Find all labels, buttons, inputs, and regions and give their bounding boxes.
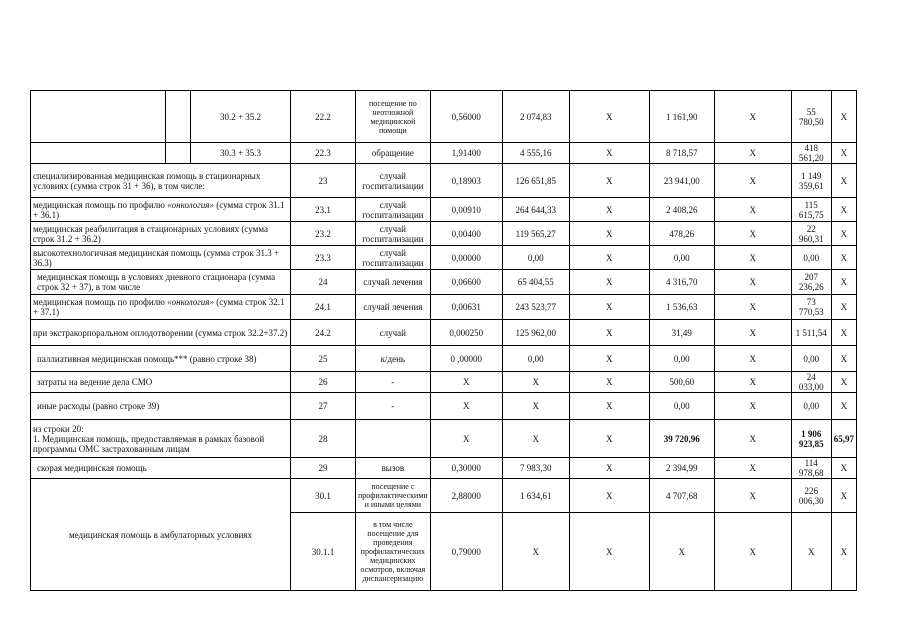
row-number-cell: 22.2: [291, 91, 356, 143]
value-cell: 1 161,90: [649, 91, 714, 143]
value-cell: 0,79000: [430, 513, 502, 591]
x-cell: X: [569, 346, 649, 372]
x-cell: X: [831, 346, 856, 372]
value-cell: 0 ,00000: [430, 346, 502, 372]
x-cell: X: [569, 393, 649, 420]
value-cell: X: [430, 393, 502, 420]
x-cell: X: [714, 458, 791, 479]
x-cell: X: [569, 164, 649, 198]
value-cell: 65 404,55: [502, 270, 569, 295]
x-cell: X: [714, 513, 791, 591]
value-cell: 39 720,96: [649, 420, 714, 458]
unit-cell: случай: [356, 320, 431, 346]
row-number-cell: 29: [291, 458, 356, 479]
x-cell: X: [831, 198, 856, 222]
value-cell: 23 941,00: [649, 164, 714, 198]
unit-cell: -: [356, 393, 431, 420]
unit-cell: случай лечения: [356, 270, 431, 295]
value-cell: 4 707,68: [649, 479, 714, 513]
value-cell: 73 770,53: [791, 295, 831, 320]
value-cell: 0,06600: [430, 270, 502, 295]
table-row: [31, 143, 857, 164]
value-cell: 500,60: [649, 372, 714, 393]
value-cell: 243 523,77: [502, 295, 569, 320]
x-cell: X: [831, 372, 856, 393]
label-italic: «онкология»: [167, 199, 214, 210]
label-text: (сумма строк 32.1 + 37.1): [33, 297, 285, 317]
x-cell: X: [569, 91, 649, 143]
x-cell: X: [714, 295, 791, 320]
x-cell: X: [714, 143, 791, 164]
value-cell: 1 536,63: [649, 295, 714, 320]
value-cell: 4 316,70: [649, 270, 714, 295]
value-cell: 0,00: [649, 346, 714, 372]
x-cell: X: [714, 164, 791, 198]
value-cell: 8 718,57: [649, 143, 714, 164]
row-label: иные расходы (равно строке 39): [31, 393, 291, 420]
value-cell: 1 511,54: [791, 320, 831, 346]
x-cell: X: [714, 420, 791, 458]
x-cell: X: [831, 320, 856, 346]
value-cell: 1 634,61: [502, 479, 569, 513]
table-row: [31, 270, 857, 295]
x-cell: X: [569, 246, 649, 270]
x-cell: X: [831, 393, 856, 420]
empty-cell: [166, 91, 191, 143]
value-cell: 226 006,30: [791, 479, 831, 513]
value-cell: X: [502, 420, 569, 458]
value-cell: 2 408,26: [649, 198, 714, 222]
x-cell: X: [714, 372, 791, 393]
value-cell: 0,18903: [430, 164, 502, 198]
x-cell: X: [791, 513, 831, 591]
value-cell: 264 644,33: [502, 198, 569, 222]
x-cell: X: [502, 513, 569, 591]
unit-cell: посещение с профилактическими и иными целями: [356, 479, 431, 513]
table-row: [31, 372, 857, 393]
x-cell: X: [714, 246, 791, 270]
unit-cell: в том числе посещение для проведения профилактических медицинских осмотров, включая диспансеризацию: [356, 513, 431, 591]
value-cell: 0,00: [502, 346, 569, 372]
x-cell: X: [714, 270, 791, 295]
unit-cell: случай лечения: [356, 295, 431, 320]
row-number-cell: 28: [291, 420, 356, 458]
label-italic: «онкология»: [167, 297, 214, 307]
table-row: [31, 458, 857, 479]
value-cell: 2,88000: [430, 479, 502, 513]
x-cell: X: [569, 479, 649, 513]
value-cell: 0,00: [649, 246, 714, 270]
table-row: [31, 198, 857, 222]
value-cell: 31,49: [649, 320, 714, 346]
empty-cell: [31, 91, 166, 143]
table-row: [31, 479, 857, 513]
row-number-cell: 30.1.1: [291, 513, 356, 591]
row-label: из строки 20: 1. Медицинская помощь, предоставляемая в рамках базовой программы ОМС застрахованным лицам: [31, 420, 291, 458]
value-cell: 0,00400: [430, 222, 502, 246]
formula-cell: 30.2 + 35.2: [191, 91, 291, 143]
row-label: затраты на ведение дела СМО: [31, 372, 291, 393]
value-cell: 2 074,83: [502, 91, 569, 143]
value-cell: 65,97: [831, 420, 856, 458]
x-cell: X: [831, 143, 856, 164]
table-row: [31, 91, 857, 143]
value-cell: X: [430, 372, 502, 393]
row-label: [31, 198, 291, 222]
x-cell: X: [714, 393, 791, 420]
value-cell: 0,56000: [430, 91, 502, 143]
label-text: медицинская помощь по профилю: [33, 199, 168, 210]
value-cell: 0,00: [791, 346, 831, 372]
value-cell: 125 962,00: [502, 320, 569, 346]
value-cell: X: [430, 420, 502, 458]
row-number-cell: 27: [291, 393, 356, 420]
value-cell: 0,00: [502, 246, 569, 270]
unit-cell: к/день: [356, 346, 431, 372]
value-cell: 0,30000: [430, 458, 502, 479]
x-cell: X: [831, 91, 856, 143]
table-row: [31, 346, 857, 372]
table-row: [31, 164, 857, 198]
x-cell: X: [831, 164, 856, 198]
x-cell: X: [569, 143, 649, 164]
value-cell: 114 978,68: [791, 458, 831, 479]
x-cell: X: [569, 198, 649, 222]
x-cell: X: [569, 513, 649, 591]
label-text: медицинская помощь по профилю: [33, 297, 168, 307]
unit-cell: случай госпитализации: [356, 164, 431, 198]
table-row: [31, 246, 857, 270]
x-cell: X: [569, 372, 649, 393]
value-cell: 0,00: [791, 246, 831, 270]
value-cell: 1 906 923,85: [791, 420, 831, 458]
x-cell: X: [714, 198, 791, 222]
unit-cell: случай госпитализации: [356, 222, 431, 246]
row-number-cell: 22.3: [291, 143, 356, 164]
x-cell: X: [569, 320, 649, 346]
row-label: медицинская помощь в амбулаторных условиях: [31, 479, 291, 591]
value-cell: 0,00000: [430, 246, 502, 270]
unit-cell: [356, 420, 431, 458]
value-cell: 4 555,16: [502, 143, 569, 164]
table-row: [31, 320, 857, 346]
value-cell: 0,00631: [430, 295, 502, 320]
x-cell: X: [569, 458, 649, 479]
x-cell: X: [831, 246, 856, 270]
value-cell: 22 960,31: [791, 222, 831, 246]
value-cell: 0,00910: [430, 198, 502, 222]
value-cell: X: [502, 372, 569, 393]
unit-cell: вызов: [356, 458, 431, 479]
x-cell: X: [569, 270, 649, 295]
value-cell: 207 236,26: [791, 270, 831, 295]
value-cell: 1,91400: [430, 143, 502, 164]
x-cell: X: [831, 270, 856, 295]
value-cell: 478,26: [649, 222, 714, 246]
value-cell: 1 149 359,61: [791, 164, 831, 198]
row-number-cell: 30.1: [291, 479, 356, 513]
value-cell: 24 033,00: [791, 372, 831, 393]
value-cell: 418 561,20: [791, 143, 831, 164]
value-cell: 0,000250: [430, 320, 502, 346]
x-cell: X: [714, 222, 791, 246]
row-number-cell: 25: [291, 346, 356, 372]
x-cell: X: [831, 458, 856, 479]
row-number-cell: 24.1: [291, 295, 356, 320]
value-cell: 2 394,99: [649, 458, 714, 479]
x-cell: X: [714, 479, 791, 513]
x-cell: X: [831, 222, 856, 246]
value-cell: 55 780,50: [791, 91, 831, 143]
row-number-cell: 23.1: [291, 198, 356, 222]
x-cell: X: [569, 420, 649, 458]
row-number-cell: 23.2: [291, 222, 356, 246]
row-label: [31, 295, 291, 320]
table-row: [31, 420, 857, 458]
row-label: скорая медицинская помощь: [31, 458, 291, 479]
unit-cell: случай госпитализации: [356, 198, 431, 222]
financing-table: [30, 90, 857, 591]
x-cell: X: [714, 346, 791, 372]
label-text: (сумма строк 31.1 + 36.1): [33, 199, 285, 220]
empty-cell: [166, 143, 191, 164]
row-number-cell: 26: [291, 372, 356, 393]
unit-cell: -: [356, 372, 431, 393]
x-cell: X: [714, 91, 791, 143]
empty-cell: [31, 143, 166, 164]
value-cell: 7 983,30: [502, 458, 569, 479]
x-cell: X: [569, 222, 649, 246]
value-cell: 0,00: [791, 393, 831, 420]
row-label: специализированная медицинская помощь в стационарных условиях (сумма строк 31 + 36), в том числе:: [31, 164, 291, 198]
table-row: [31, 295, 857, 320]
x-cell: X: [831, 295, 856, 320]
x-cell: X: [831, 479, 856, 513]
table-row: [31, 222, 857, 246]
x-cell: X: [714, 320, 791, 346]
row-number-cell: 23.3: [291, 246, 356, 270]
row-label: медицинская реабилитация в стационарных условиях (сумма строк 31.2 + 36.2): [31, 222, 291, 246]
x-cell: X: [569, 295, 649, 320]
value-cell: 0,00: [649, 393, 714, 420]
row-label: высокотехнологичная медицинская помощь (сумма строк 31.3 + 36.3): [31, 246, 291, 270]
x-cell: X: [649, 513, 714, 591]
unit-cell: обращение: [356, 143, 431, 164]
row-number-cell: 23: [291, 164, 356, 198]
value-cell: X: [502, 393, 569, 420]
row-number-cell: 24: [291, 270, 356, 295]
row-label: паллиативная медицинская помощь*** (равно строке 38): [31, 346, 291, 372]
row-number-cell: 24.2: [291, 320, 356, 346]
unit-cell: случай госпитализации: [356, 246, 431, 270]
value-cell: 115 615,75: [791, 198, 831, 222]
formula-cell: 30.3 + 35.3: [191, 143, 291, 164]
x-cell: X: [831, 513, 856, 591]
value-cell: 126 651,85: [502, 164, 569, 198]
unit-cell: посещение по неотложной медицинской помощи: [356, 91, 431, 143]
value-cell: 119 565,27: [502, 222, 569, 246]
row-label: медицинская помощь в условиях дневного стационара (сумма строк 32 + 37), в том числе: [31, 270, 291, 295]
table-row: [31, 393, 857, 420]
row-label: при экстракорпоральном оплодотворении (сумма строк 32.2+37.2): [31, 320, 291, 346]
